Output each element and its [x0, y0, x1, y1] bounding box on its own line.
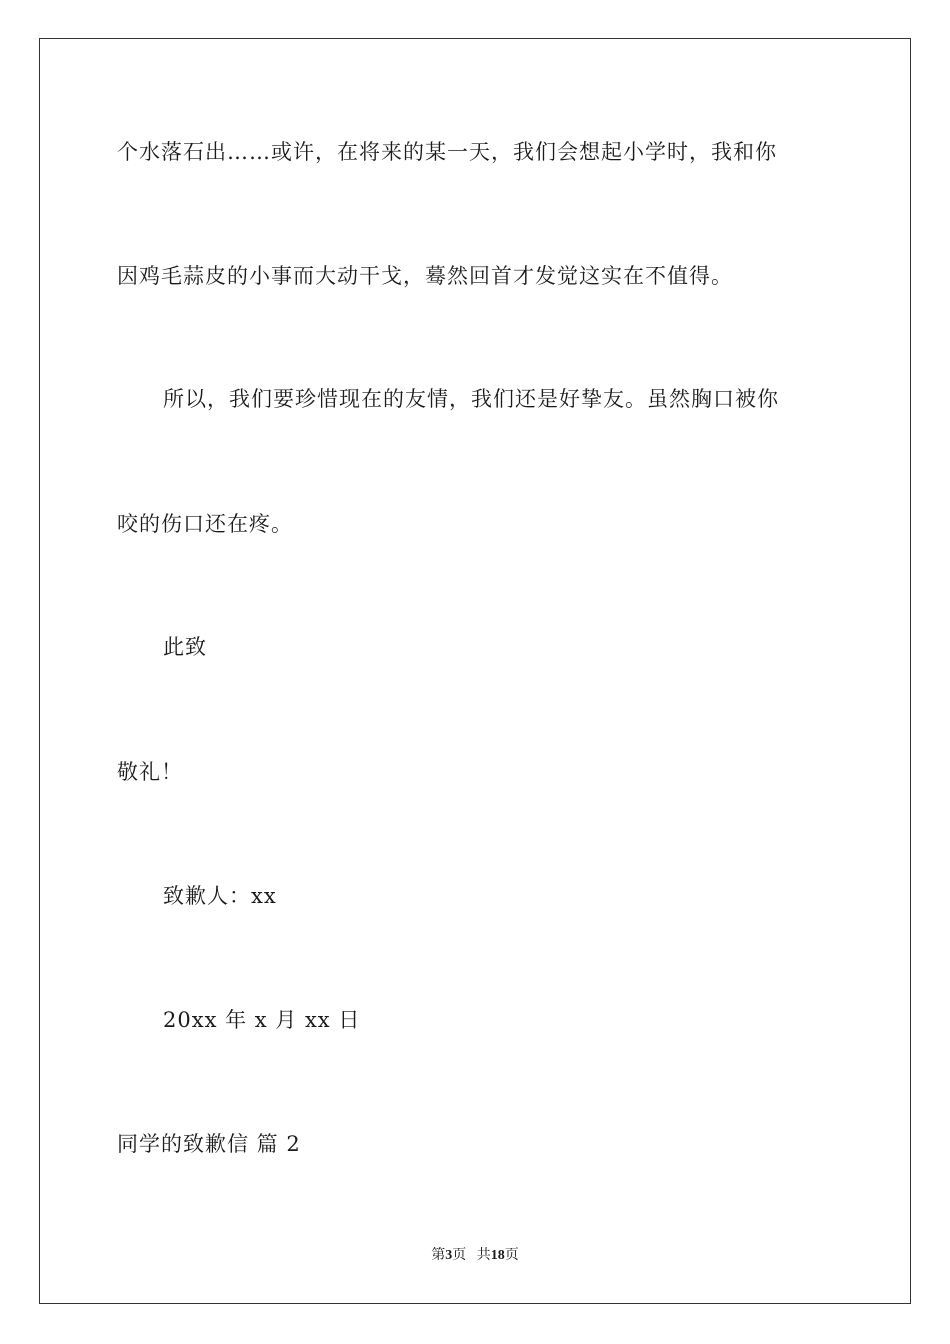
closing-salutation: 此致	[163, 635, 207, 659]
total-suffix: 页	[504, 1248, 519, 1263]
page-suffix: 页	[452, 1248, 467, 1263]
page-prefix: 第	[431, 1248, 446, 1263]
body-text-line: 个水落石出……或许，在将来的某一天，我们会想起小学时，我和你	[117, 140, 777, 164]
total-pages-number: 18	[490, 1248, 505, 1263]
body-text-line: 因鸡毛蒜皮的小事而大动干戈，蓦然回首才发觉这实在不值得。	[117, 264, 733, 288]
section-heading: 同学的致歉信 篇 2	[117, 1132, 301, 1156]
current-page-number: 3	[445, 1248, 453, 1263]
date-line: 20xx 年 x 月 xx 日	[163, 1008, 361, 1032]
page-border	[39, 38, 911, 1304]
signature-line: 致歉人：xx	[163, 884, 277, 908]
total-prefix: 共	[476, 1248, 491, 1263]
body-text-line: 所以，我们要珍惜现在的友情，我们还是好挚友。虽然胸口被你	[163, 387, 779, 411]
page-footer	[0, 1246, 950, 1266]
closing-regards: 敬礼！	[117, 760, 183, 784]
body-text-line: 咬的伤口还在疼。	[117, 512, 293, 536]
